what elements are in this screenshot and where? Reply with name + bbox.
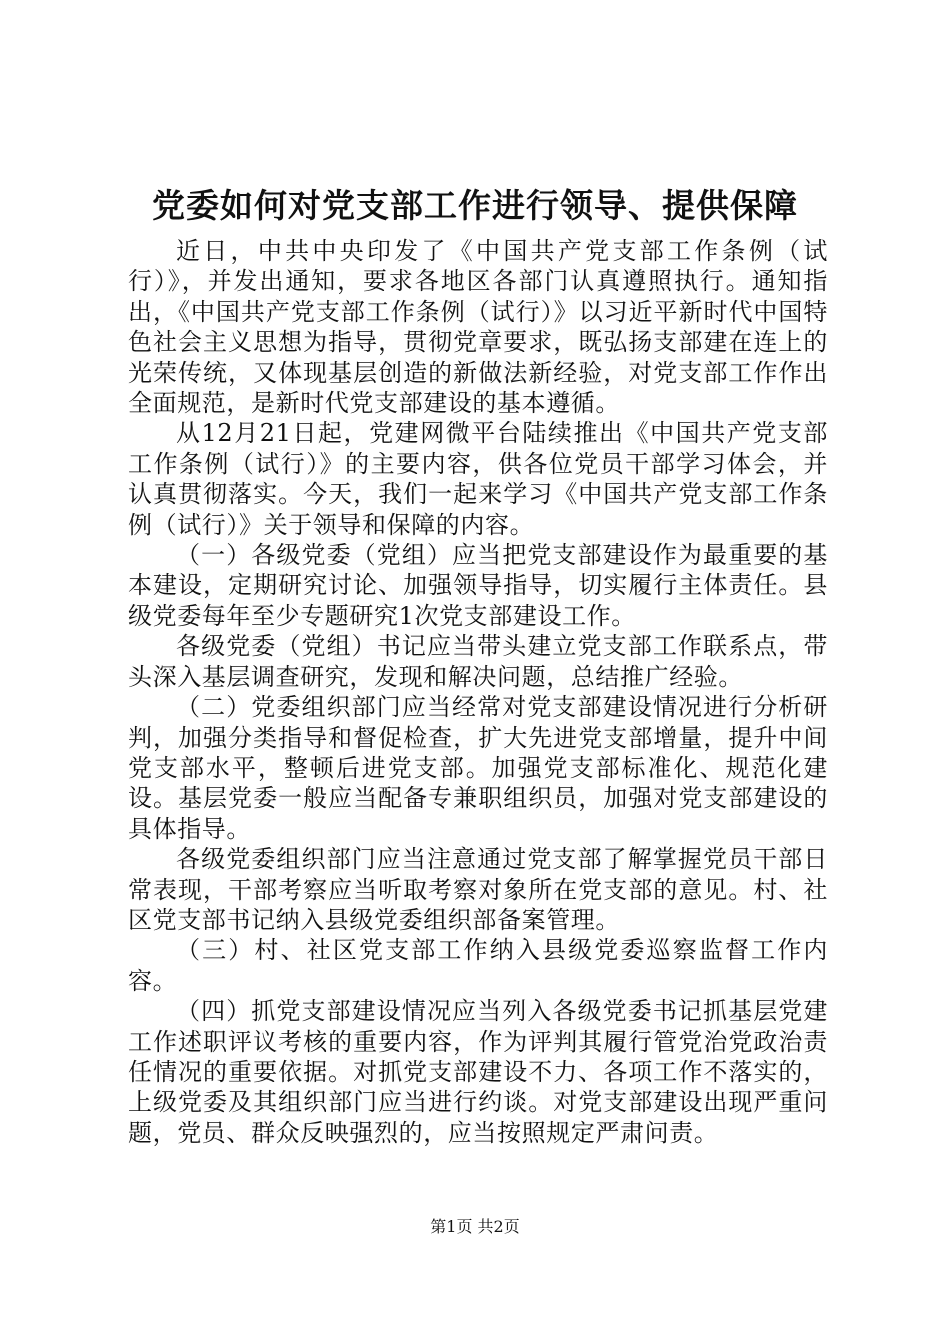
paragraph: （一）各级党委（党组）应当把党支部建设作为最重要的基本建设，定期研究讨论、加强领导指导，切实履行主体责任。县级党委每年至少专题研究1次党支部建设工作。 [128, 541, 828, 630]
paragraph: 各级党委组织部门应当注意通过党支部了解掌握党员干部日常表现，干部考察应当听取考察对象所在党支部的意见。村、社区党支部书记纳入县级党委组织部备案管理。 [128, 845, 828, 934]
paragraph: （四）抓党支部建设情况应当列入各级党委书记抓基层党建工作述职评议考核的重要内容，作为评判其履行管党治党政治责任情况的重要依据。对抓党支部建设不力、各项工作不落实的，上级党委及其组织部门应当进行约谈。对党支部建设出现严重问题，党员、群众反映强烈的，应当按照规定严肃问责。 [128, 997, 828, 1147]
paragraph: （三）村、社区党支部工作纳入县级党委巡察监督工作内容。 [128, 936, 828, 995]
paragraph: 近日，中共中央印发了《中国共产党支部工作条例（试行）》，并发出通知，要求各地区各部门认真遵照执行。通知指出，《中国共产党支部工作条例（试行）》以习近平新时代中国特色社会主义思想为指导，贯彻党章要求，既弘扬支部建在连上的光荣传统，又体现基层创造的新做法新经验，对党支部工作作出全面规范，是新时代党支部建设的基本遵循。 [128, 237, 828, 418]
document-body [128, 236, 828, 1148]
page-indicator: 第1页 共2页 [430, 1217, 520, 1236]
page-footer [0, 1216, 950, 1238]
document-title: 党委如何对党支部工作进行领导、提供保障 [152, 186, 798, 225]
paragraph: （二）党委组织部门应当经常对党支部建设情况进行分析研判，加强分类指导和督促检查，扩大先进党支部增量，提升中间党支部水平，整顿后进党支部。加强党支部标准化、规范化建设。基层党委一般应当配备专兼职组织员，加强对党支部建设的具体指导。 [128, 693, 828, 843]
paragraph: 从12月21日起，党建网微平台陆续推出《中国共产党支部工作条例（试行）》的主要内容，供各位党员干部学习体会，并认真贯彻落实。今天，我们一起来学习《中国共产党支部工作条例（试行）》关于领导和保障的内容。 [128, 419, 828, 539]
paragraph: 各级党委（党组）书记应当带头建立党支部工作联系点，带头深入基层调查研究，发现和解决问题，总结推广经验。 [128, 632, 828, 691]
